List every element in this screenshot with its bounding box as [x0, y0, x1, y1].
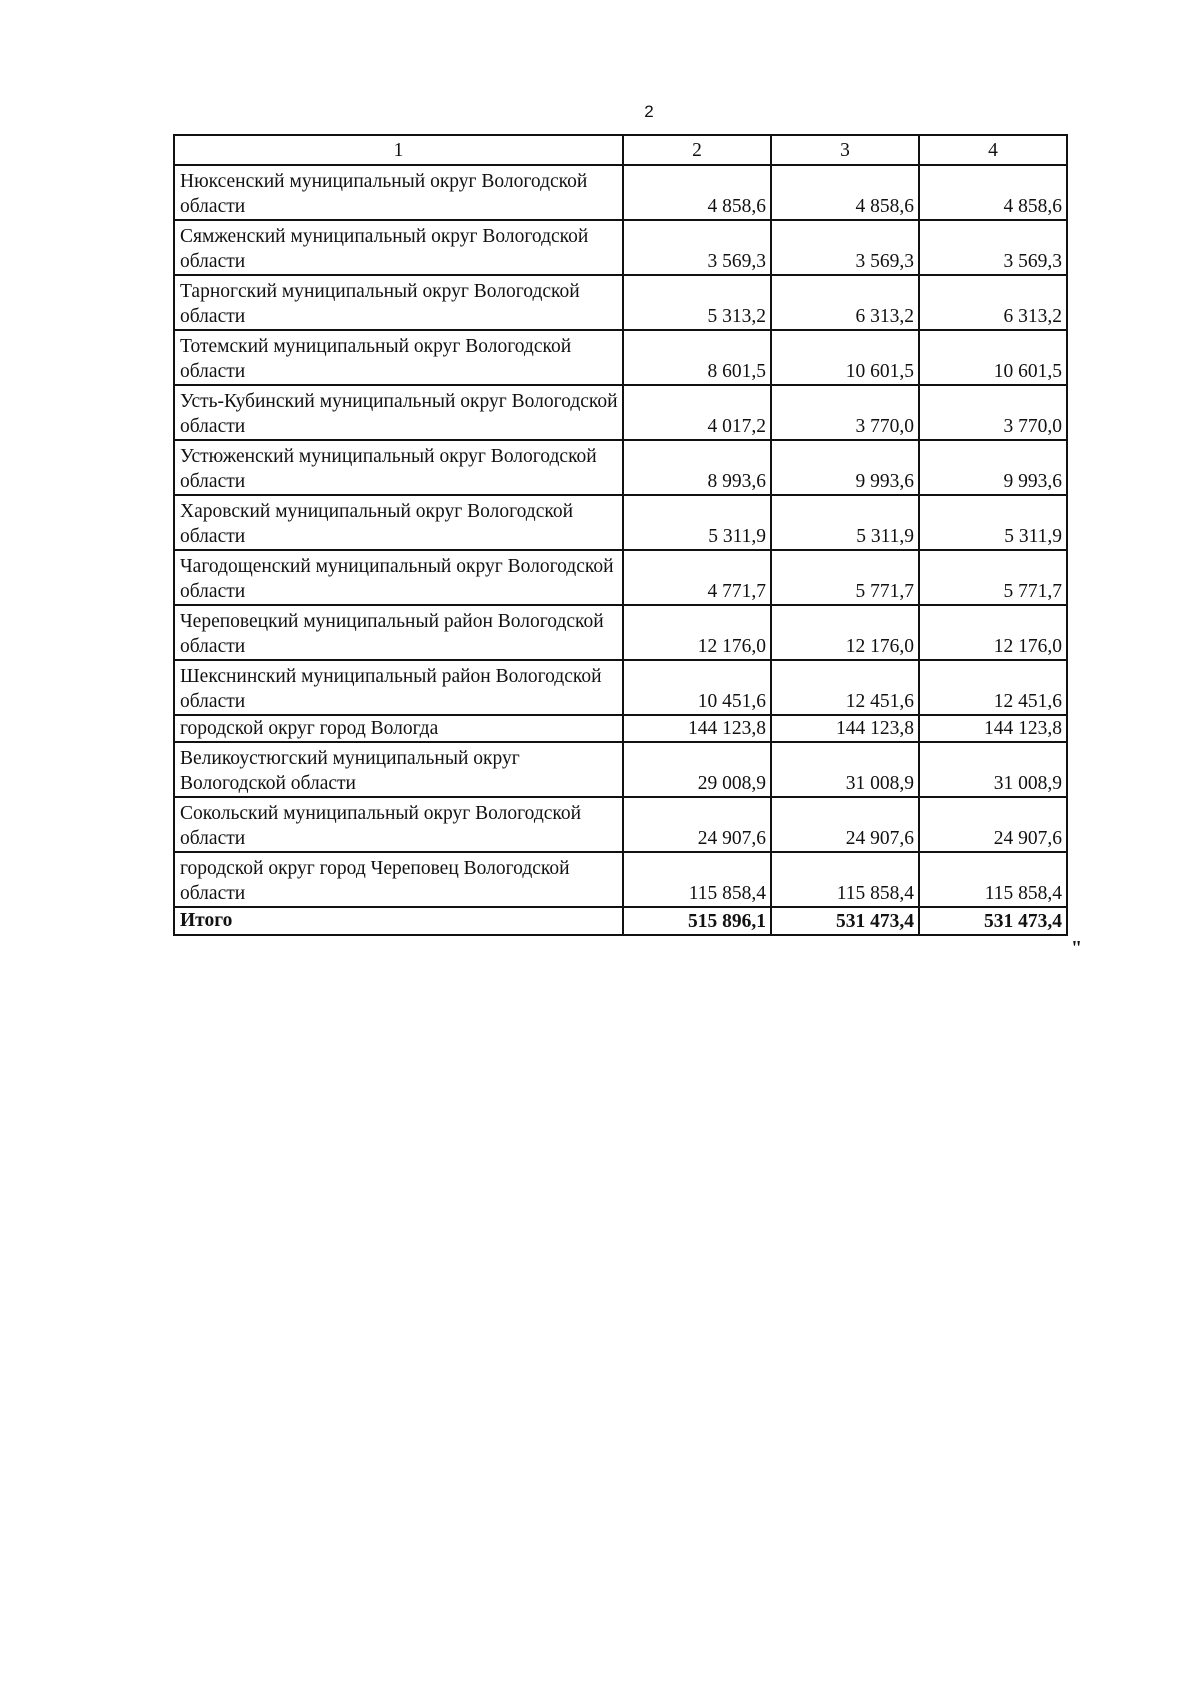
row-value-col-4: 4 858,6 — [919, 165, 1067, 220]
row-value-col-3: 5 311,9 — [771, 495, 919, 550]
row-value-col-4: 24 907,6 — [919, 797, 1067, 852]
row-name: Устюженский муниципальный округ Вологодской области — [174, 440, 623, 495]
allocation-table — [173, 134, 1068, 936]
header-col-1: 1 — [174, 135, 623, 165]
total-value-col-3: 531 473,4 — [771, 907, 919, 935]
table-row — [174, 275, 1067, 330]
row-value-col-3: 5 771,7 — [771, 550, 919, 605]
row-value-col-4: 12 176,0 — [919, 605, 1067, 660]
row-value-col-3: 4 858,6 — [771, 165, 919, 220]
row-name: Харовский муниципальный округ Вологодской области — [174, 495, 623, 550]
row-value-col-4: 5 311,9 — [919, 495, 1067, 550]
row-value-col-4: 115 858,4 — [919, 852, 1067, 907]
row-value-col-3: 9 993,6 — [771, 440, 919, 495]
row-value-col-3: 6 313,2 — [771, 275, 919, 330]
table-row — [174, 220, 1067, 275]
row-value-col-4: 31 008,9 — [919, 742, 1067, 797]
row-name: Сокольский муниципальный округ Вологодской области — [174, 797, 623, 852]
row-value-col-4: 144 123,8 — [919, 715, 1067, 742]
table-row — [174, 385, 1067, 440]
table-row — [174, 797, 1067, 852]
row-value-col-3: 31 008,9 — [771, 742, 919, 797]
row-name: городской округ город Вологда — [174, 715, 623, 742]
row-value-col-2: 8 993,6 — [623, 440, 771, 495]
table-row — [174, 852, 1067, 907]
row-value-col-4: 6 313,2 — [919, 275, 1067, 330]
row-value-col-2: 24 907,6 — [623, 797, 771, 852]
row-value-col-4: 3 770,0 — [919, 385, 1067, 440]
row-value-col-3: 10 601,5 — [771, 330, 919, 385]
row-value-col-3: 24 907,6 — [771, 797, 919, 852]
table-row — [174, 330, 1067, 385]
row-name: Череповецкий муниципальный район Вологодской области — [174, 605, 623, 660]
row-name: Великоустюгский муниципальный округ Вологодской области — [174, 742, 623, 797]
row-name: Тарногский муниципальный округ Вологодской области — [174, 275, 623, 330]
row-value-col-3: 144 123,8 — [771, 715, 919, 742]
header-col-4: 4 — [919, 135, 1067, 165]
row-value-col-2: 8 601,5 — [623, 330, 771, 385]
total-value-col-4: 531 473,4 — [919, 907, 1067, 935]
row-value-col-3: 12 176,0 — [771, 605, 919, 660]
row-name: Шекснинский муниципальный район Вологодской области — [174, 660, 623, 715]
row-value-col-2: 4 858,6 — [623, 165, 771, 220]
row-value-col-2: 3 569,3 — [623, 220, 771, 275]
row-value-col-2: 10 451,6 — [623, 660, 771, 715]
row-value-col-2: 115 858,4 — [623, 852, 771, 907]
row-value-col-3: 3 569,3 — [771, 220, 919, 275]
table-row — [174, 605, 1067, 660]
row-value-col-3: 12 451,6 — [771, 660, 919, 715]
header-col-3: 3 — [771, 135, 919, 165]
closing-quote-mark: " — [1071, 937, 1083, 959]
page-number: 2 — [644, 102, 654, 121]
total-label: Итого — [174, 907, 623, 935]
row-name: Сямженский муниципальный округ Вологодской области — [174, 220, 623, 275]
row-value-col-4: 5 771,7 — [919, 550, 1067, 605]
header-row — [174, 135, 1067, 165]
row-value-col-3: 115 858,4 — [771, 852, 919, 907]
row-value-col-4: 12 451,6 — [919, 660, 1067, 715]
row-name: Чагодощенский муниципальный округ Вологодской области — [174, 550, 623, 605]
row-value-col-2: 5 311,9 — [623, 495, 771, 550]
table-row — [174, 660, 1067, 715]
row-value-col-2: 4 017,2 — [623, 385, 771, 440]
table-row — [174, 715, 1067, 742]
table-row — [174, 742, 1067, 797]
row-value-col-2: 5 313,2 — [623, 275, 771, 330]
table-row — [174, 550, 1067, 605]
row-name: Нюксенский муниципальный округ Вологодской области — [174, 165, 623, 220]
row-value-col-2: 4 771,7 — [623, 550, 771, 605]
table-row — [174, 440, 1067, 495]
row-value-col-2: 144 123,8 — [623, 715, 771, 742]
row-name: Тотемский муниципальный округ Вологодской области — [174, 330, 623, 385]
row-value-col-4: 3 569,3 — [919, 220, 1067, 275]
total-row — [174, 907, 1067, 935]
row-value-col-2: 12 176,0 — [623, 605, 771, 660]
table-row — [174, 495, 1067, 550]
row-value-col-4: 9 993,6 — [919, 440, 1067, 495]
row-value-col-3: 3 770,0 — [771, 385, 919, 440]
header-col-2: 2 — [623, 135, 771, 165]
row-value-col-2: 29 008,9 — [623, 742, 771, 797]
total-value-col-2: 515 896,1 — [623, 907, 771, 935]
table-row — [174, 165, 1067, 220]
row-value-col-4: 10 601,5 — [919, 330, 1067, 385]
row-name: Усть-Кубинский муниципальный округ Вологодской области — [174, 385, 623, 440]
row-name: городской округ город Череповец Вологодской области — [174, 852, 623, 907]
